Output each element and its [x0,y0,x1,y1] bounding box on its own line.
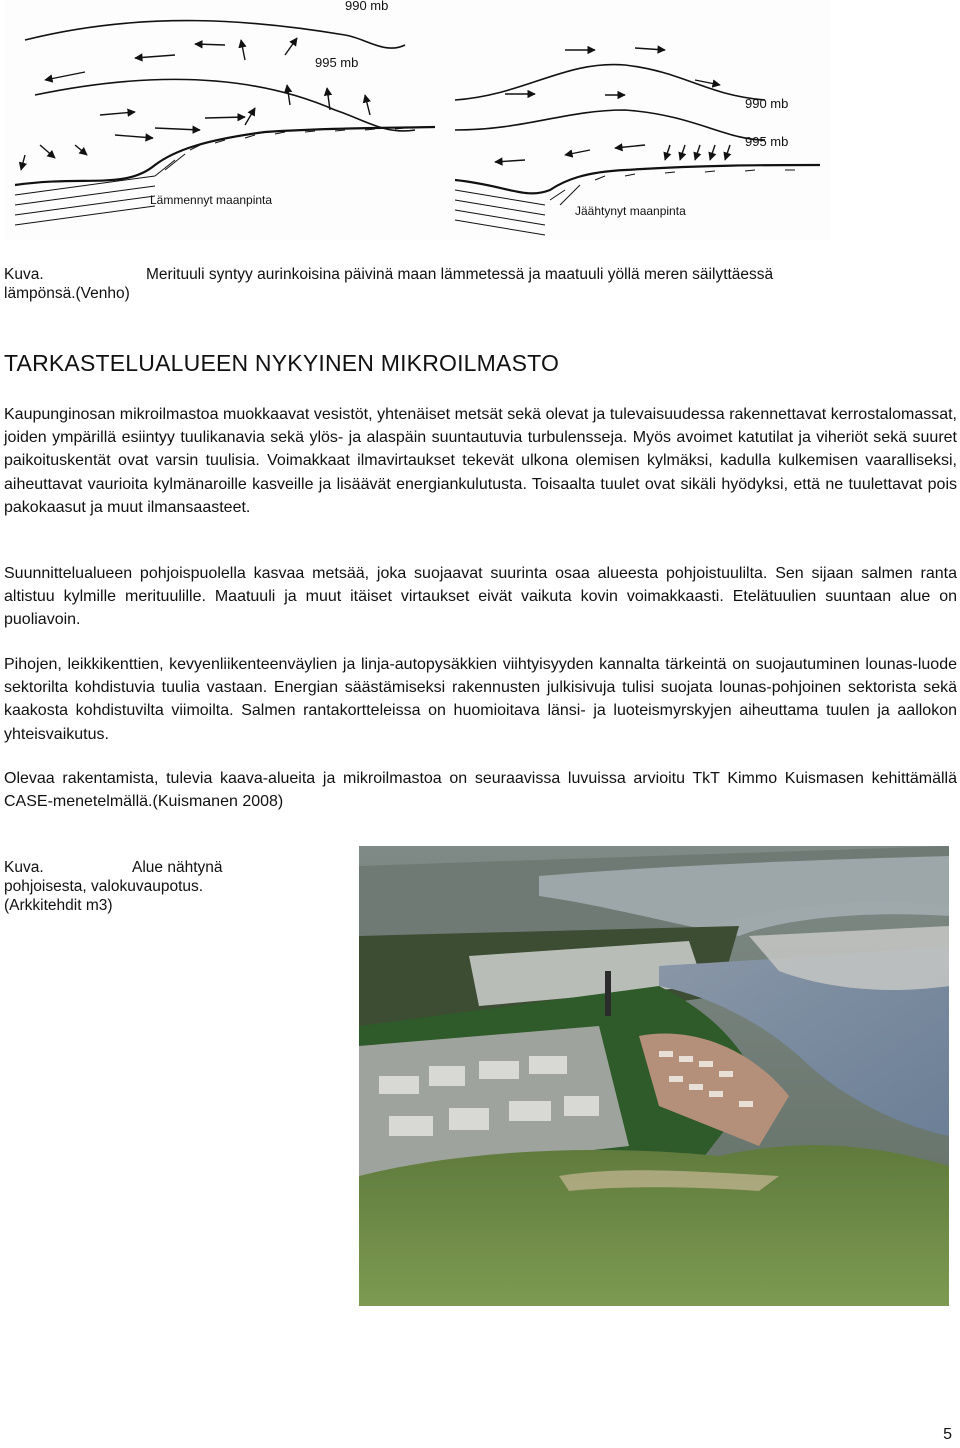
paragraph-1: Kaupunginosan mikroilmastoa muokkaavat vesistöt, yhtenäiset metsät sekä olevat ja tulevaisuudessa rakennettavat kerrostalomassat, joiden ympärillä esiintyy tuulikanavia sekä ylös- ja alaspäin suuntautuvia turbulensseja. Myös avoimet katutilat ja viheriöt sekä suuret paikoituskentät ovat varsin tuulisia. Voimakkaat ilmavirtaukset tekevät ulkona olemisen kylmäksi, kadulla kulkemisen vaaralliseksi, aiheuttavat vaurioita kylmänaroille kasveille ja lisäävät energiankulutusta. Toisaalta tuulet ovat sikäli hyödyksi, että ne tuulettavat pois pakokaasut ja muut ilmansaasteet. [4,406,957,516]
paragraph-4: Olevaa rakentamista, tulevia kaava-alueita ja mikroilmastoa on seuraavissa luvuissa arvioitu TkT Kimmo Kuismasen kehittämällä CASE-menetelmällä.(Kuismanen 2008) [4,770,957,811]
wind-diagram-svg [5,0,830,240]
left-ground-label: Lämmennyt maanpinta [150,193,273,207]
left-isobar-995-label: 995 mb [315,55,359,70]
right-panel-land-breeze [455,48,820,235]
aerial-photomontage [359,846,949,1306]
right-isobar-990-label: 990 mb [745,96,789,111]
photo-caption-label: Kuva. [4,859,44,876]
figure-caption-top [4,265,954,303]
photo-caption-line-3: (Arkkitehdit m3) [4,897,113,914]
caption-label: Kuva. [4,266,44,283]
paragraph-3: Pihojen, leikkikenttien, kevyenliikenteenväylien ja linja-autopysäkkien viihtyisyyden kannalta tärkeintä on suojautuminen lounas-luode sektorilta kohdistuvia tuulia vastaan. Energian säästämiseksi rakennusten julkisivuja tulisi suojata lounas-pohjoinen sektorista sekä kaakosta kohdistuvilta viimoilta. Salmen rantakortteleissa on huomioitava länsi- ja luoteismyrskyjen aiheuttama tuulen ja aallokon yhteisvaikutus. [4,656,957,743]
isobar-995-left [35,79,415,131]
photo-caption [4,858,254,915]
section-heading: TARKASTELUALUEEN NYKYINEN MIKROILMASTO [4,350,560,376]
caption-text: Merituuli syntyy aurinkoisina päivinä maan lämmetessä ja maatuuli yöllä meren säilyttäessä [146,266,774,283]
caption-line-2: lämpönsä.(Venho) [4,285,130,302]
ground-right [455,165,820,193]
caption-line-1 [4,265,954,284]
page-number: 5 [943,1426,952,1443]
wind-diagram-figure [5,0,830,240]
photo-caption-line-1 [4,858,254,877]
left-panel-sea-breeze [15,0,435,225]
ground-left [15,127,435,185]
aerial-photo-svg [359,846,949,1306]
right-isobar-995-label: 995 mb [745,134,789,149]
left-isobar-990-label: 990 mb [345,0,389,13]
photo-caption-text-1: Alue nähtynä [132,859,223,876]
photo-caption-line-2: pohjoisesta, valokuvaupotus. [4,878,204,895]
right-ground-label: Jäähtynyt maanpinta [575,204,686,218]
isobar-995-right [455,110,765,140]
paragraph-2: Suunnittelualueen pohjoispuolella kasvaa metsää, joka suojaavat suurinta osaa alueesta pohjoistuulilta. Sen sijaan salmen ranta altistuu kylmille merituulille. Maatuuli ja muut itäiset virtaukset eivät vaikuta kovin voimakkaasti. Etelätuulien suuntaan alue on puoliavoin. [4,565,957,629]
